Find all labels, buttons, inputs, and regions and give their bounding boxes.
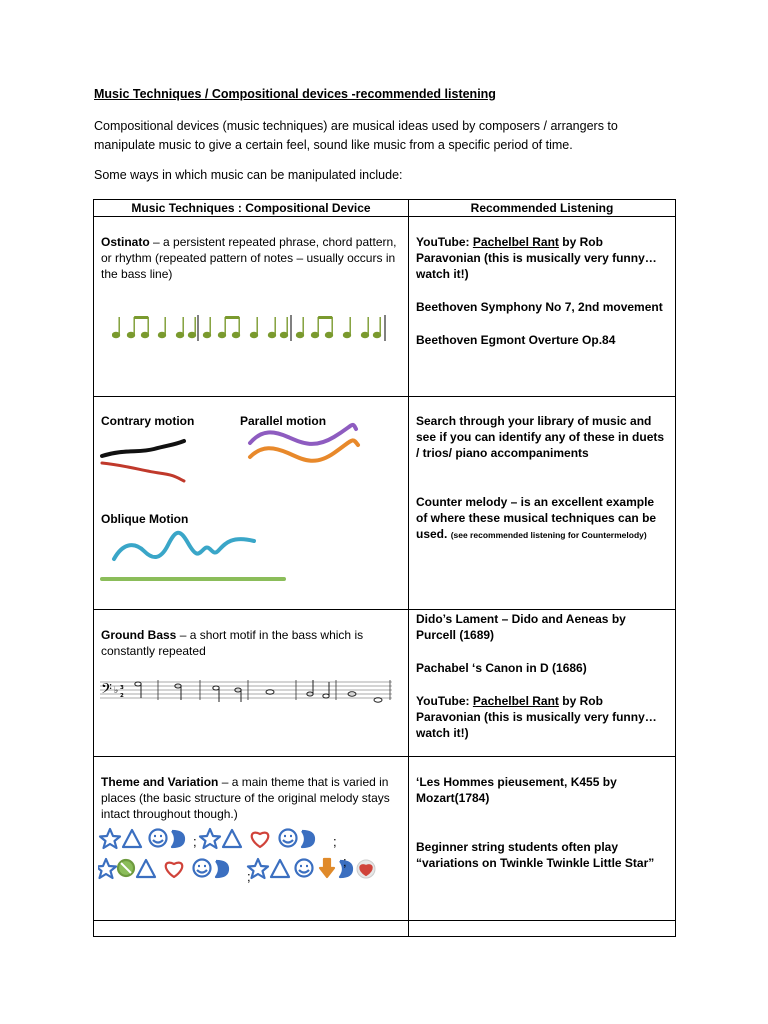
ground-bass-listen-2: Pachabel ‘s Canon in D (1686) [416,661,587,675]
motion-listening-cell [409,397,676,610]
ground-bass-listen-3: YouTube: Pachelbel Rant by Rob Paravonian (this is musically very funny… watch it!) [416,694,657,740]
separator: ; [343,854,347,869]
star-icon [100,829,120,848]
ground-bass-definition: – a short motif in the bass which is constantly repeated [101,628,364,658]
table-row [94,921,676,937]
ground-bass-staff [100,678,396,704]
quarter-note-icon [281,317,288,338]
quarter-note-icon [189,317,196,338]
parallel-motion-label: Parallel motion [240,414,327,428]
theme-variation-definition: – a main theme that is varied in places (the basic structure of the original melody stays intact throughout though.) [101,775,390,821]
ground-bass-listening-cell [409,610,676,757]
quarter-note-icon [374,317,381,338]
star-icon [98,859,116,878]
quarter-note-icon [297,317,304,338]
theme-listen-1: ‘Les Hommes pieusement, K455 by Mozart(1784) [416,775,617,805]
quarter-note-icon [269,317,276,338]
pachelbel-rant-link[interactable]: Pachelbel Rant [472,235,559,249]
bass-clef-icon: 𝄢 [101,681,112,701]
contrary-motion-label: Contrary motion [101,414,195,428]
smiley-icon [280,830,297,847]
heart-icon [357,860,375,878]
smiley-icon [150,830,167,847]
separator: ; [247,869,251,884]
down-arrow-icon [320,859,334,877]
heart-icon [166,863,183,877]
smiley-icon [194,860,211,877]
header-techniques: Music Techniques : Compositional Device [94,200,409,217]
smiley-icon [296,860,313,877]
theme-variation-term: Theme and Variation [101,775,219,789]
quarter-note-icon [251,317,258,338]
ground-bass-text [94,610,408,659]
table-row [94,217,676,397]
crescent-icon [172,831,184,847]
quarter-note-icon [159,317,166,338]
theme-variation-cell [94,757,409,921]
theme-listen-2: Beginner string students often play “variations on Twinkle Twinkle Little Star” [416,840,655,870]
svg-text:3: 3 [120,685,124,691]
oblique-motion-label: Oblique Motion [101,512,189,526]
quarter-note-icon [177,317,184,338]
ostinato-listening-cell [409,217,676,397]
ostinato-rhythm-graphic [112,313,397,343]
ground-bass-listen-1: Dido’s Lament – Dido and Aeneas by Purcell (1689) [416,612,626,642]
header-listening: Recommended Listening [409,200,676,217]
table-row [94,397,676,610]
theme-variation-listening-cell [409,757,676,921]
countermelody-note: (see recommended listening for Countermelody) [450,530,647,540]
motion-cell [94,397,409,610]
document-title: Music Techniques / Compositional devices -recommended listening [94,87,496,101]
empty-cell [409,921,676,937]
no-entry-icon [118,860,134,876]
motion-listen-1: Search through your library of music and see if you can identify any of these in duets / trios/ piano accompaniments [416,414,665,460]
separator: ; [333,834,337,849]
quarter-note-icon [344,317,351,338]
ostinato-term: Ostinato [101,235,150,249]
devices-table [93,199,676,937]
ground-bass-term: Ground Bass [101,628,177,642]
triangle-icon [137,860,155,877]
table-header-row [94,200,676,217]
eighth-notes-icon [312,316,333,338]
star-icon [248,859,268,878]
triangle-icon [271,860,289,877]
ostinato-definition: – a persistent repeated phrase, chord pattern, or rhythm (repeated pattern of notes – usually occurs in the bass line) [101,235,397,281]
quarter-note-icon [204,317,211,338]
triangle-icon [223,830,241,847]
theme-variation-text [94,757,408,822]
quarter-note-icon [362,317,369,338]
contrary-motion-graphic [94,427,204,487]
ostinato-cell [94,217,409,397]
crescent-icon [302,831,314,847]
pachelbel-rant-link[interactable]: Pachelbel Rant [472,694,559,708]
oblique-motion-graphic [94,527,294,587]
separator: ; [193,834,197,849]
ostinato-listen-3: Beethoven Egmont Overture Op.84 [416,333,616,347]
table-row [94,757,676,921]
ground-bass-cell [94,610,409,757]
eighth-notes-icon [219,316,240,338]
intro-paragraph: Compositional devices (music techniques) are musical ideas used by composers / arrangers to manipulate music to give a certain feel, sound like music from a specific period of time. [94,119,618,152]
star-icon [200,829,220,848]
ostinato-text [94,217,408,282]
lead-sentence: Some ways in which music can be manipulated include: [94,168,403,182]
heart-icon [252,833,269,847]
empty-cell [94,921,409,937]
svg-text:2: 2 [120,693,124,699]
ostinato-listen-2: Beethoven Symphony No 7, 2nd movement [416,300,663,314]
svg-text:♭: ♭ [114,686,119,696]
motion-listen-2: Counter melody – is an excellent example of where these musical techniques can be used. (see recommended listening for Countermelody) [416,495,657,541]
ostinato-listen-1: YouTube: Pachelbel Rant by Rob Paravonian (this is musically very funny… watch it!) [416,235,657,281]
eighth-notes-icon [128,316,149,338]
crescent-icon [216,861,228,877]
table-row [94,610,676,757]
parallel-motion-graphic [244,419,374,485]
quarter-note-icon [113,317,120,338]
triangle-icon [123,830,141,847]
